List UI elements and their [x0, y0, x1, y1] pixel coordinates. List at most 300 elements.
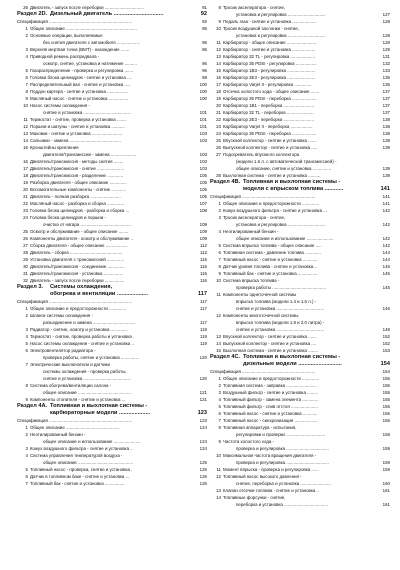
item-number — [17, 319, 30, 326]
toc-row — [17, 46, 207, 53]
toc-entry-text: Топливный насос - проверка, снятие и установка . — [30, 467, 133, 472]
page-number: 158 — [382, 432, 390, 437]
page-number: 103 — [199, 166, 207, 171]
page-number: 121 — [199, 397, 207, 402]
page-number: 96 — [202, 47, 207, 52]
item-number — [210, 480, 223, 487]
page-number: 154 — [380, 361, 390, 367]
toc-row — [17, 431, 207, 438]
toc-entry-text: Карбюратор 32 TL - регулировка .................... — [223, 54, 315, 59]
page-number: 120 — [199, 355, 207, 360]
toc-entry-text: осмотр, снятие, установка и натяжение .......... — [43, 61, 137, 66]
item-number: 17 — [216, 82, 221, 87]
page-number: 139 — [382, 166, 390, 171]
page-number: 103 — [199, 138, 207, 143]
toc-row — [17, 193, 207, 200]
page-number: 126 — [199, 481, 207, 486]
toc-row — [17, 81, 207, 88]
page-number: 92 — [202, 19, 207, 24]
toc-entry-text: установка и регулировка ............................... — [236, 222, 326, 227]
page-number — [377, 4, 390, 11]
section-heading — [210, 179, 390, 186]
toc-row — [17, 25, 207, 32]
toc-entry-text: Топливный фильтр - замена элемента ............. — [223, 397, 319, 402]
toc-entry-text: Неэтилированный бензин - — [223, 229, 279, 234]
toc-entry-text: Карбюратор - снятие и установка ................... — [223, 47, 316, 52]
item-number — [210, 11, 223, 18]
toc-entry-text: Радиатор - снятие, осмотр и установка .............. — [30, 327, 128, 332]
page-number: 107 — [199, 201, 207, 206]
toc-row — [17, 200, 207, 207]
toc-row — [210, 410, 390, 417]
page-number: 142 — [382, 208, 390, 213]
page-number: 132 — [382, 61, 390, 66]
item-number: 26 — [23, 5, 28, 10]
toc-row — [210, 256, 390, 263]
section-heading-continued — [210, 186, 390, 193]
item-number: 9 — [218, 439, 221, 444]
item-number — [210, 501, 223, 508]
item-number: 13 — [216, 54, 221, 59]
toc-entry-text: Карбюратор Varjet II - регулировка .............. — [223, 82, 312, 87]
toc-row — [210, 466, 390, 473]
page-number: 142 — [382, 222, 390, 227]
toc-row — [210, 382, 390, 389]
page-number — [195, 403, 207, 410]
page-number: 96 — [202, 40, 207, 45]
toc-entry-text: Топливный насос - снятие и установка ............ — [223, 411, 318, 416]
toc-entry-text: снятие и установка ....................................... — [43, 376, 131, 381]
item-number: 5 — [25, 68, 28, 73]
toc-row — [210, 438, 390, 445]
item-number: 18 — [23, 173, 28, 178]
toc-row — [210, 459, 390, 466]
item-number: 7 — [218, 418, 221, 423]
page-number — [377, 312, 390, 319]
page-number: 123 — [199, 418, 207, 423]
toc-row — [17, 32, 207, 39]
toc-entry-text: Двигатель - полная разборка ......................... — [30, 194, 121, 199]
toc-entry-text: Масляный насос - разборка и сборка .............. — [30, 201, 125, 206]
page-number: 125 — [199, 460, 207, 465]
item-number — [17, 39, 30, 46]
page-number: 91 — [202, 5, 207, 10]
item-number: 9 — [218, 271, 221, 276]
toc-row — [210, 494, 390, 501]
toc-row — [210, 158, 390, 165]
toc-row — [17, 340, 207, 347]
toc-spec-row — [17, 18, 207, 25]
toc-row — [17, 473, 207, 480]
page-number — [195, 284, 207, 291]
page-number: 156 — [382, 418, 390, 423]
toc-entry-text: Карбюратор 2Е3 - переборка ......................... — [223, 117, 315, 122]
toc-entry-text: Спецификация .................................................................... — [17, 299, 132, 304]
item-number: 2 — [218, 383, 221, 388]
toc-entry-text: Выхлопная система - снятие и установка .......... — [223, 173, 321, 178]
toc-entry-text: Тросик акселератора - снятие, — [223, 215, 286, 220]
page-number: 120 — [199, 376, 207, 381]
item-number: 6 — [218, 411, 221, 416]
toc-row — [17, 354, 207, 361]
toc-row — [210, 144, 390, 151]
toc-entry-text: очистка от нагара .......................................... — [43, 222, 132, 227]
item-number: 6 — [25, 75, 28, 80]
toc-row — [17, 130, 207, 137]
item-number: 3 — [218, 215, 221, 220]
item-number — [17, 375, 30, 382]
toc-row — [210, 375, 390, 382]
toc-row — [17, 361, 207, 368]
toc-row — [210, 137, 390, 144]
item-number: 18 — [216, 89, 221, 94]
toc-entry-text: Топливная система - заправка ......................... — [223, 383, 317, 388]
toc-row — [210, 39, 390, 46]
page-number: 100 — [199, 89, 207, 94]
toc-row — [17, 459, 207, 466]
page-number — [194, 361, 207, 368]
page-number — [377, 228, 390, 235]
toc-entry-text: Сборка двигателя - общее описание .................. — [30, 243, 128, 248]
toc-entry-text: установка и регулировка ............................... — [236, 33, 326, 38]
page-number: 126 — [199, 474, 207, 479]
toc-entry-text: Кронштейны крепления — [30, 145, 79, 150]
toc-entry-text: Система впрыска топлива - общее описание ..... — [223, 243, 322, 248]
item-number: 28 — [216, 173, 221, 178]
item-number: 10 — [216, 26, 221, 31]
item-number: 14 — [216, 61, 221, 66]
page-number: 144 — [382, 250, 390, 255]
item-number: 31 — [23, 271, 28, 276]
toc-row — [210, 109, 390, 116]
toc-entry-text: Основные операции, выполняемые — [30, 33, 103, 38]
page-number: 155 — [382, 404, 390, 409]
item-number: 21 — [216, 110, 221, 115]
toc-row — [210, 424, 390, 431]
section-title: Топливная и выхлопная системы - — [50, 403, 148, 409]
toc-entry-text: проверка и регулировка ................................... — [236, 460, 329, 465]
section-title: Дизельный двигатель ................................ — [50, 11, 164, 17]
toc-row — [17, 109, 207, 116]
toc-entry-text: Топливная система - давление топлива ............. — [223, 250, 321, 255]
toc-entry-text: Двигатель/трансмиссия - соединение .............. — [30, 264, 125, 269]
toc-row — [210, 228, 390, 235]
toc-entry-text: системы охлаждения - проверка работы, — [43, 369, 127, 374]
section-title: модели с впрыском топлива ............ — [243, 186, 344, 192]
page-number: 116 — [200, 278, 207, 283]
page-number: 149 — [382, 327, 390, 332]
item-number: 27 — [23, 243, 28, 248]
item-number: 5 — [25, 467, 28, 472]
toc-entry-text: Топливный насос - синхронизация ................... — [223, 418, 318, 423]
toc-row — [17, 424, 207, 431]
section-title: обогрева и вентиляции .................... — [50, 291, 148, 297]
item-number: 14 — [23, 138, 28, 143]
toc-entry-text: Тросик акселератора - снятие, — [223, 5, 286, 10]
toc-row — [210, 32, 390, 39]
toc-entry-text: Термостат - снятие, проверка и установка ........ — [30, 117, 127, 122]
page-number: 125 — [199, 467, 207, 472]
toc-entry-text: общее описание ............................................. — [43, 460, 133, 465]
page-number: 155 — [382, 397, 390, 402]
toc-entry-text: двигателя/трансмиссии - замена ..................... — [43, 152, 137, 157]
toc-row — [17, 396, 207, 403]
toc-entry-text: Кожух воздушного фильтра - снятие и установка ... — [223, 208, 327, 213]
toc-entry-text: Шланги системы охлаждения - — [30, 313, 93, 318]
toc-row — [210, 312, 390, 319]
toc-entry-text: Насос системы охлаждения - снятие и установка .. — [30, 341, 134, 346]
toc-entry-text: Двигатель/трансмиссия - методы снятия ........ — [30, 159, 124, 164]
toc-row — [210, 291, 390, 298]
item-number: 11 — [216, 40, 221, 45]
page-number: 141 — [382, 201, 390, 206]
item-number — [17, 354, 30, 361]
toc-entry-text: Частота холостого хода - — [223, 439, 274, 444]
item-number: 16 — [216, 75, 221, 80]
toc-row — [210, 333, 390, 340]
page-number — [194, 347, 207, 354]
toc-row — [17, 53, 207, 60]
page-number: 119 — [200, 334, 207, 339]
section-label: Раздел 3. — [17, 284, 44, 290]
page-number: 145 — [382, 271, 390, 276]
item-number: 14 — [216, 341, 221, 346]
toc-entry-text: Компоненты однеточечной системы — [223, 292, 297, 297]
item-number: 3 — [25, 47, 28, 52]
toc-row — [17, 445, 207, 452]
toc-row — [210, 270, 390, 277]
toc-entry-text: Момент впрыска - проверка и регулировка ...... — [223, 467, 319, 472]
toc-row — [210, 151, 390, 158]
page-number: 105 — [199, 194, 207, 199]
item-number: 9 — [25, 397, 28, 402]
toc-row — [210, 123, 390, 130]
item-number: 12 — [23, 124, 28, 129]
page-number: 128 — [382, 33, 390, 38]
page-number: 109 — [199, 222, 207, 227]
toc-row — [17, 333, 207, 340]
toc-entry-text: Топливный бак - снятие и установка ................ — [223, 271, 318, 276]
item-number: 22 — [23, 201, 28, 206]
toc-entry-text: Система обогрева/вентиляции салона - — [30, 383, 112, 388]
toc-row — [17, 326, 207, 333]
item-number — [17, 459, 30, 466]
toc-right-column — [210, 4, 390, 508]
toc-entry-text: снятие и установка ....................................... — [236, 327, 324, 332]
item-number: 20 — [216, 103, 221, 108]
toc-row — [210, 389, 390, 396]
toc-entry-text: Подогреватель впускного коллектора — [223, 152, 300, 157]
toc-entry-text: Топливный бак - снятие и установка ................ — [30, 481, 125, 486]
page-number: 112 — [200, 250, 207, 255]
toc-row — [210, 487, 390, 494]
toc-row — [17, 438, 207, 445]
toc-entry-text: Приводной ремень распредвала - — [30, 54, 100, 59]
toc-row — [210, 116, 390, 123]
toc-row — [17, 158, 207, 165]
toc-entry-text: Датчик в топливном баке - снятие и установка ... — [30, 474, 130, 479]
page-number: 142 — [382, 236, 390, 241]
item-number: 5 — [218, 243, 221, 248]
toc-entry-text: Карбюратор 1В1 - переборка ......................... — [223, 103, 315, 108]
toc-row — [17, 95, 207, 102]
section-title: Топливная и выхлопная системы - — [243, 179, 341, 185]
item-number: 14 — [216, 495, 221, 500]
toc-entry-text: проверка работы, снятие и установка ............... — [43, 355, 140, 360]
item-number — [17, 151, 30, 158]
page-number — [377, 424, 390, 431]
item-number: 26 — [23, 236, 28, 241]
page-number: 153 — [382, 348, 390, 353]
toc-spec-row — [210, 368, 390, 375]
page-number: 159 — [382, 467, 390, 472]
section-heading — [17, 11, 207, 18]
page-number: 152 — [382, 334, 390, 339]
toc-entry-text: Педаль газа - снятие и установка .................... — [223, 19, 317, 24]
toc-row — [210, 305, 390, 312]
toc-entry-text: Отсечка холостого хода - общее описание ....... — [223, 89, 320, 94]
item-number: 11 — [216, 292, 221, 297]
item-number: 2 — [218, 208, 221, 213]
toc-entry-text: Головка блока цилиндров - снятие и установка .... — [30, 75, 132, 80]
toc-entry-text: Система управления температурой воздуха - — [30, 453, 123, 458]
item-number: 13 — [216, 334, 221, 339]
toc-row — [210, 200, 390, 207]
item-number: 25 — [216, 138, 221, 143]
toc-entry-text: Общее описание .......................................................... — [30, 26, 137, 31]
toc-row — [210, 11, 390, 18]
item-number: 22 — [216, 117, 221, 122]
page-number — [194, 32, 207, 39]
toc-entry-text: Двигатель - запуск после переборки ................................ — [30, 5, 144, 10]
item-number: 32 — [23, 278, 28, 283]
item-number: 5 — [25, 341, 28, 346]
item-number: 7 — [25, 362, 28, 367]
page-number — [194, 312, 207, 319]
toc-entry-text: Топливный насос - снятие и установка ............ — [223, 257, 318, 262]
toc-row — [17, 452, 207, 459]
toc-entry-text: Впускной коллектор - снятие и установка ....... — [223, 334, 317, 339]
toc-entry-text: Масляный насос - снятие и установка ................ — [30, 96, 129, 101]
page-number: 100 — [199, 96, 207, 101]
page-number: 121 — [199, 390, 207, 395]
item-number: 8 — [218, 425, 221, 430]
toc-row — [210, 46, 390, 53]
toc-entry-text: Топливный насос высокого давления - — [223, 474, 302, 479]
page-number: 160 — [382, 481, 390, 486]
item-number: 3 — [218, 390, 221, 395]
toc-entry-text: Датчик уровня топлива - снятие и установка .. — [223, 264, 317, 269]
toc-row — [17, 172, 207, 179]
section-heading — [210, 354, 390, 361]
toc-entry-text: переборка и установка .................................... — [236, 502, 328, 507]
toc-row — [17, 242, 207, 249]
toc-row — [210, 53, 390, 60]
item-number: 1 — [218, 376, 221, 381]
toc-row — [17, 319, 207, 326]
item-number: 2 — [25, 313, 28, 318]
toc-entry-text: общее описание ............................................ — [43, 390, 132, 395]
toc-entry-text: Карбюратор 1В3 - регулировка ....................... — [223, 68, 316, 73]
toc-row — [17, 305, 207, 312]
item-number: 24 — [216, 131, 221, 136]
toc-entry-text: Общее описание и предосторожности .............. — [30, 306, 127, 311]
toc-row — [17, 312, 207, 319]
item-number: 24 — [23, 215, 28, 220]
item-number — [210, 319, 223, 326]
item-number: 4 — [218, 229, 221, 234]
toc-entry-text: проверка работы ............................................ — [236, 285, 326, 290]
page-number: 117 — [200, 299, 207, 304]
toc-row — [210, 4, 390, 11]
page-number: 116 — [200, 271, 207, 276]
toc-row — [17, 151, 207, 158]
item-number: 19 — [23, 180, 28, 185]
toc-entry-text: Спецификация ............................................................ — [210, 369, 316, 374]
toc-row — [17, 60, 207, 67]
page-number — [378, 354, 390, 361]
toc-row — [17, 207, 207, 214]
page-number: 152 — [382, 341, 390, 346]
toc-row — [210, 403, 390, 410]
toc-row — [17, 165, 207, 172]
page-number — [377, 319, 390, 326]
toc-row — [17, 39, 207, 46]
page-number: 135 — [382, 75, 390, 80]
item-number — [210, 235, 223, 242]
toc-row — [210, 326, 390, 333]
item-number — [17, 438, 30, 445]
item-number: 16 — [23, 159, 28, 164]
item-number: 15 — [216, 348, 221, 353]
toc-row — [210, 347, 390, 354]
toc-row — [17, 102, 207, 109]
item-number: 28 — [23, 250, 28, 255]
toc-row — [210, 340, 390, 347]
page-number: 133 — [382, 68, 390, 73]
item-number: 6 — [218, 250, 221, 255]
item-number: 15 — [23, 145, 28, 150]
item-number — [17, 389, 30, 396]
item-number — [210, 165, 223, 172]
page-number: 155 — [382, 390, 390, 395]
toc-entry-text: снятие и установка ....................................... — [236, 306, 324, 311]
toc-entry-text: Карбюратор 32 TL - переборка ...................... — [223, 110, 314, 115]
toc-row — [210, 417, 390, 424]
toc-entry-text: Система впрыска топлива - — [223, 278, 280, 283]
item-number: 1 — [25, 306, 28, 311]
section-heading — [17, 403, 207, 410]
page-number: 96 — [202, 68, 207, 73]
toc-entry-text: общее описание и использование ...................... — [236, 236, 334, 241]
toc-row — [210, 172, 390, 179]
item-number: 2 — [25, 432, 28, 437]
toc-left-column — [17, 4, 207, 487]
item-number: 4 — [25, 54, 28, 59]
toc-entry-text: Выпускной коллектор - снятие и установка ..... — [223, 145, 318, 150]
page-number: 115 — [200, 257, 207, 262]
item-number: 2 — [25, 33, 28, 38]
toc-entry-text: Двигатель - запуск после переборки ................ — [30, 278, 125, 283]
toc-row — [210, 235, 390, 242]
toc-row — [210, 249, 390, 256]
item-number: 7 — [25, 82, 28, 87]
item-number — [210, 158, 223, 165]
item-number — [17, 109, 30, 116]
toc-entry-text: Верхняя мертвая точка (ВМТ) - нахождение ....... — [30, 47, 130, 52]
item-number: 11 — [23, 117, 28, 122]
toc-spec-row — [210, 193, 390, 200]
